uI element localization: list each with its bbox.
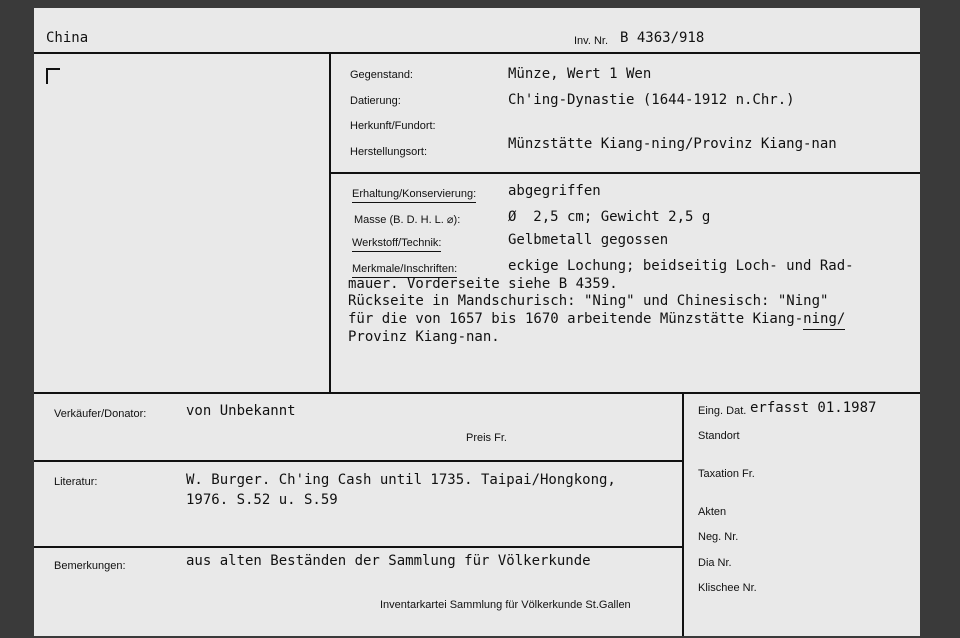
herkunft-label: Herkunft/Fundort:: [350, 120, 436, 132]
country: China: [46, 30, 89, 46]
footer-institution: Inventarkartei Sammlung für Völkerkunde St.Gallen: [380, 599, 631, 611]
masse-value: Ø 2,5 cm; Gewicht 2,5 g: [508, 209, 711, 225]
donor-value: von Unbekannt: [186, 403, 296, 419]
left-panel-divider: [329, 52, 331, 394]
literatur-label: Literatur:: [54, 476, 98, 488]
donor-label: Verkäufer/Donator:: [54, 408, 147, 420]
klischee-nr-label: Klischee Nr.: [698, 582, 757, 594]
inv-number: B 4363/918: [620, 30, 705, 46]
eing-dat-label: Eing. Dat.: [698, 405, 747, 417]
main-divider: [34, 392, 920, 394]
preis-label: Preis Fr.: [466, 432, 507, 444]
catalog-card: [34, 8, 920, 636]
merkmale-line-4: [348, 311, 845, 327]
erhaltung-value: abgegriffen: [508, 183, 601, 199]
merkmale-line-5: Provinz Kiang-nan.: [348, 329, 500, 345]
herstellungsort-label: Herstellungsort:: [350, 146, 428, 158]
werkstoff-label: Werkstoff/Technik:: [352, 237, 441, 252]
neg-nr-label: Neg. Nr.: [698, 531, 739, 543]
corner-mark-h: [46, 68, 60, 70]
inv-label: Inv. Nr.: [574, 35, 609, 47]
datierung-label: Datierung:: [350, 95, 401, 107]
datierung-value: Ch'ing-Dynastie (1644-1912 n.Chr.): [508, 92, 795, 108]
merkmale-label: Merkmale/Inschriften:: [352, 263, 457, 278]
merkmale-line-4-underlined: ning/: [803, 311, 845, 330]
merkmale-line-3: Rückseite in Mandschurisch: "Ning" und Chinesisch: "Ning": [348, 293, 829, 309]
donor-divider: [34, 460, 684, 462]
gegenstand-value: Münze, Wert 1 Wen: [508, 66, 652, 82]
akten-label: Akten: [698, 506, 727, 518]
gegenstand-label: Gegenstand:: [350, 69, 413, 81]
masse-label: Masse (B. D. H. L. ⌀):: [354, 214, 461, 226]
merkmale-line-1: eckige Lochung; beidseitig Loch- und Rad-: [508, 258, 854, 274]
standort-label: Standort: [698, 430, 740, 442]
merkmale-line-2: mauer. Vorderseite siehe B 4359.: [348, 276, 618, 292]
side-panel-divider: [682, 392, 684, 636]
object-divider: [330, 172, 920, 174]
erhaltung-label: Erhaltung/Konservierung:: [352, 188, 476, 203]
literatur-divider: [34, 546, 684, 548]
literatur-line-2: 1976. S.52 u. S.59: [186, 492, 338, 508]
bemerkungen-value: aus alten Beständen der Sammlung für Völkerkunde: [186, 553, 591, 569]
bemerkungen-label: Bemerkungen:: [54, 560, 126, 572]
herstellungsort-value: Münzstätte Kiang-ning/Provinz Kiang-nan: [508, 136, 837, 152]
taxation-label: Taxation Fr.: [698, 468, 755, 480]
dia-nr-label: Dia Nr.: [698, 557, 732, 569]
werkstoff-value: Gelbmetall gegossen: [508, 232, 669, 248]
corner-mark-v: [46, 68, 48, 84]
header-divider: [34, 52, 920, 54]
eing-dat-value: erfasst 01.1987: [750, 400, 877, 416]
merkmale-line-4-text: für die von 1657 bis 1670 arbeitende Münzstätte Kiang-: [348, 311, 804, 327]
literatur-line-1: W. Burger. Ch'ing Cash until 1735. Taipai/Hongkong,: [186, 472, 616, 488]
